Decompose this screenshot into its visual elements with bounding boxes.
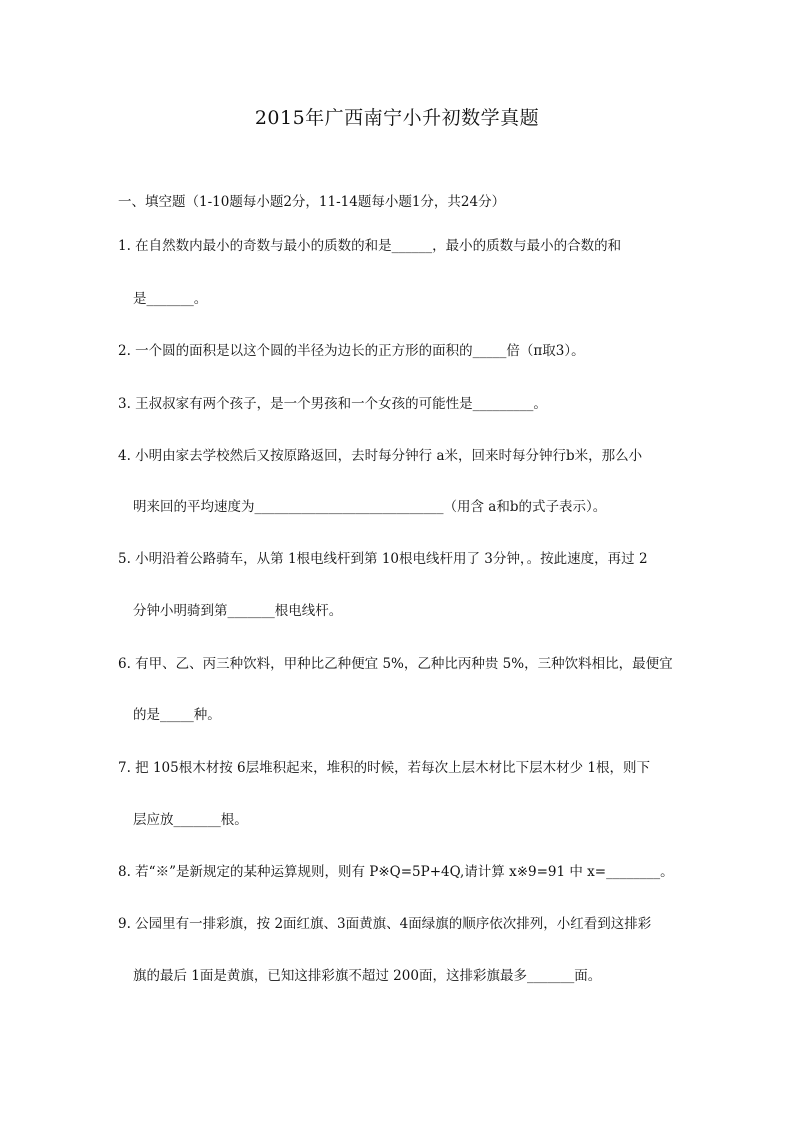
question-line: 4. 小明由家去学校然后又按原路返回，去时每分钟行 a米，回来时每分钟行b米，那么小	[118, 448, 643, 464]
question-line: 层应放_______根。	[133, 812, 248, 828]
section-heading: 一、填空题（1-10题每小题2分，11-14题每小题1分，共24分）	[118, 194, 506, 210]
question-line: 6. 有甲、乙、丙三种饮料，甲种比乙种便宜 5%，乙种比丙种贵 5%，三种饮料相比，最便宜	[118, 656, 673, 672]
question-line: 9. 公园里有一排彩旗，按 2面红旗、3面黄旗、4面绿旗的顺序依次排列，小红看到这排彩	[118, 916, 652, 932]
question-line: 1. 在自然数内最小的奇数与最小的质数的和是______，最小的质数与最小的合数的和	[118, 238, 622, 254]
question-line: 旗的最后 1面是黄旗，已知这排彩旗不超过 200面，这排彩旗最多_______面。	[133, 968, 602, 984]
page-title: 2015年广西南宁小升初数学真题	[254, 107, 540, 129]
question-line: 3. 王叔叔家有两个孩子，是一个男孩和一个女孩的可能性是_________。	[118, 396, 547, 412]
question-line: 分钟小明骑到第_______根电线杆。	[133, 603, 343, 619]
question-line: 的是_____种。	[133, 707, 221, 723]
question-line: 明来回的平均速度为____________________________（用含 a和b的式子表示）。	[133, 499, 607, 515]
question-line: 8. 若“※”是新规定的某种运算规则，则有 P※Q=5P+4Q,请计算 x※9=91 中 x=________。	[118, 864, 674, 880]
question-line: 7. 把 105根木材按 6层堆积起来，堆积的时候，若每次上层木材比下层木材少 1根，则下	[118, 760, 650, 776]
question-line: 2. 一个圆的面积是以这个圆的半径为边长的正方形的面积的_____倍（π取3）。	[118, 343, 585, 359]
question-line: 是_______。	[133, 291, 208, 307]
question-line: 5. 小明沿着公路骑车，从第 1根电线杆到第 10根电线杆用了 3分钟，。按此速度，再过 2	[118, 551, 648, 567]
